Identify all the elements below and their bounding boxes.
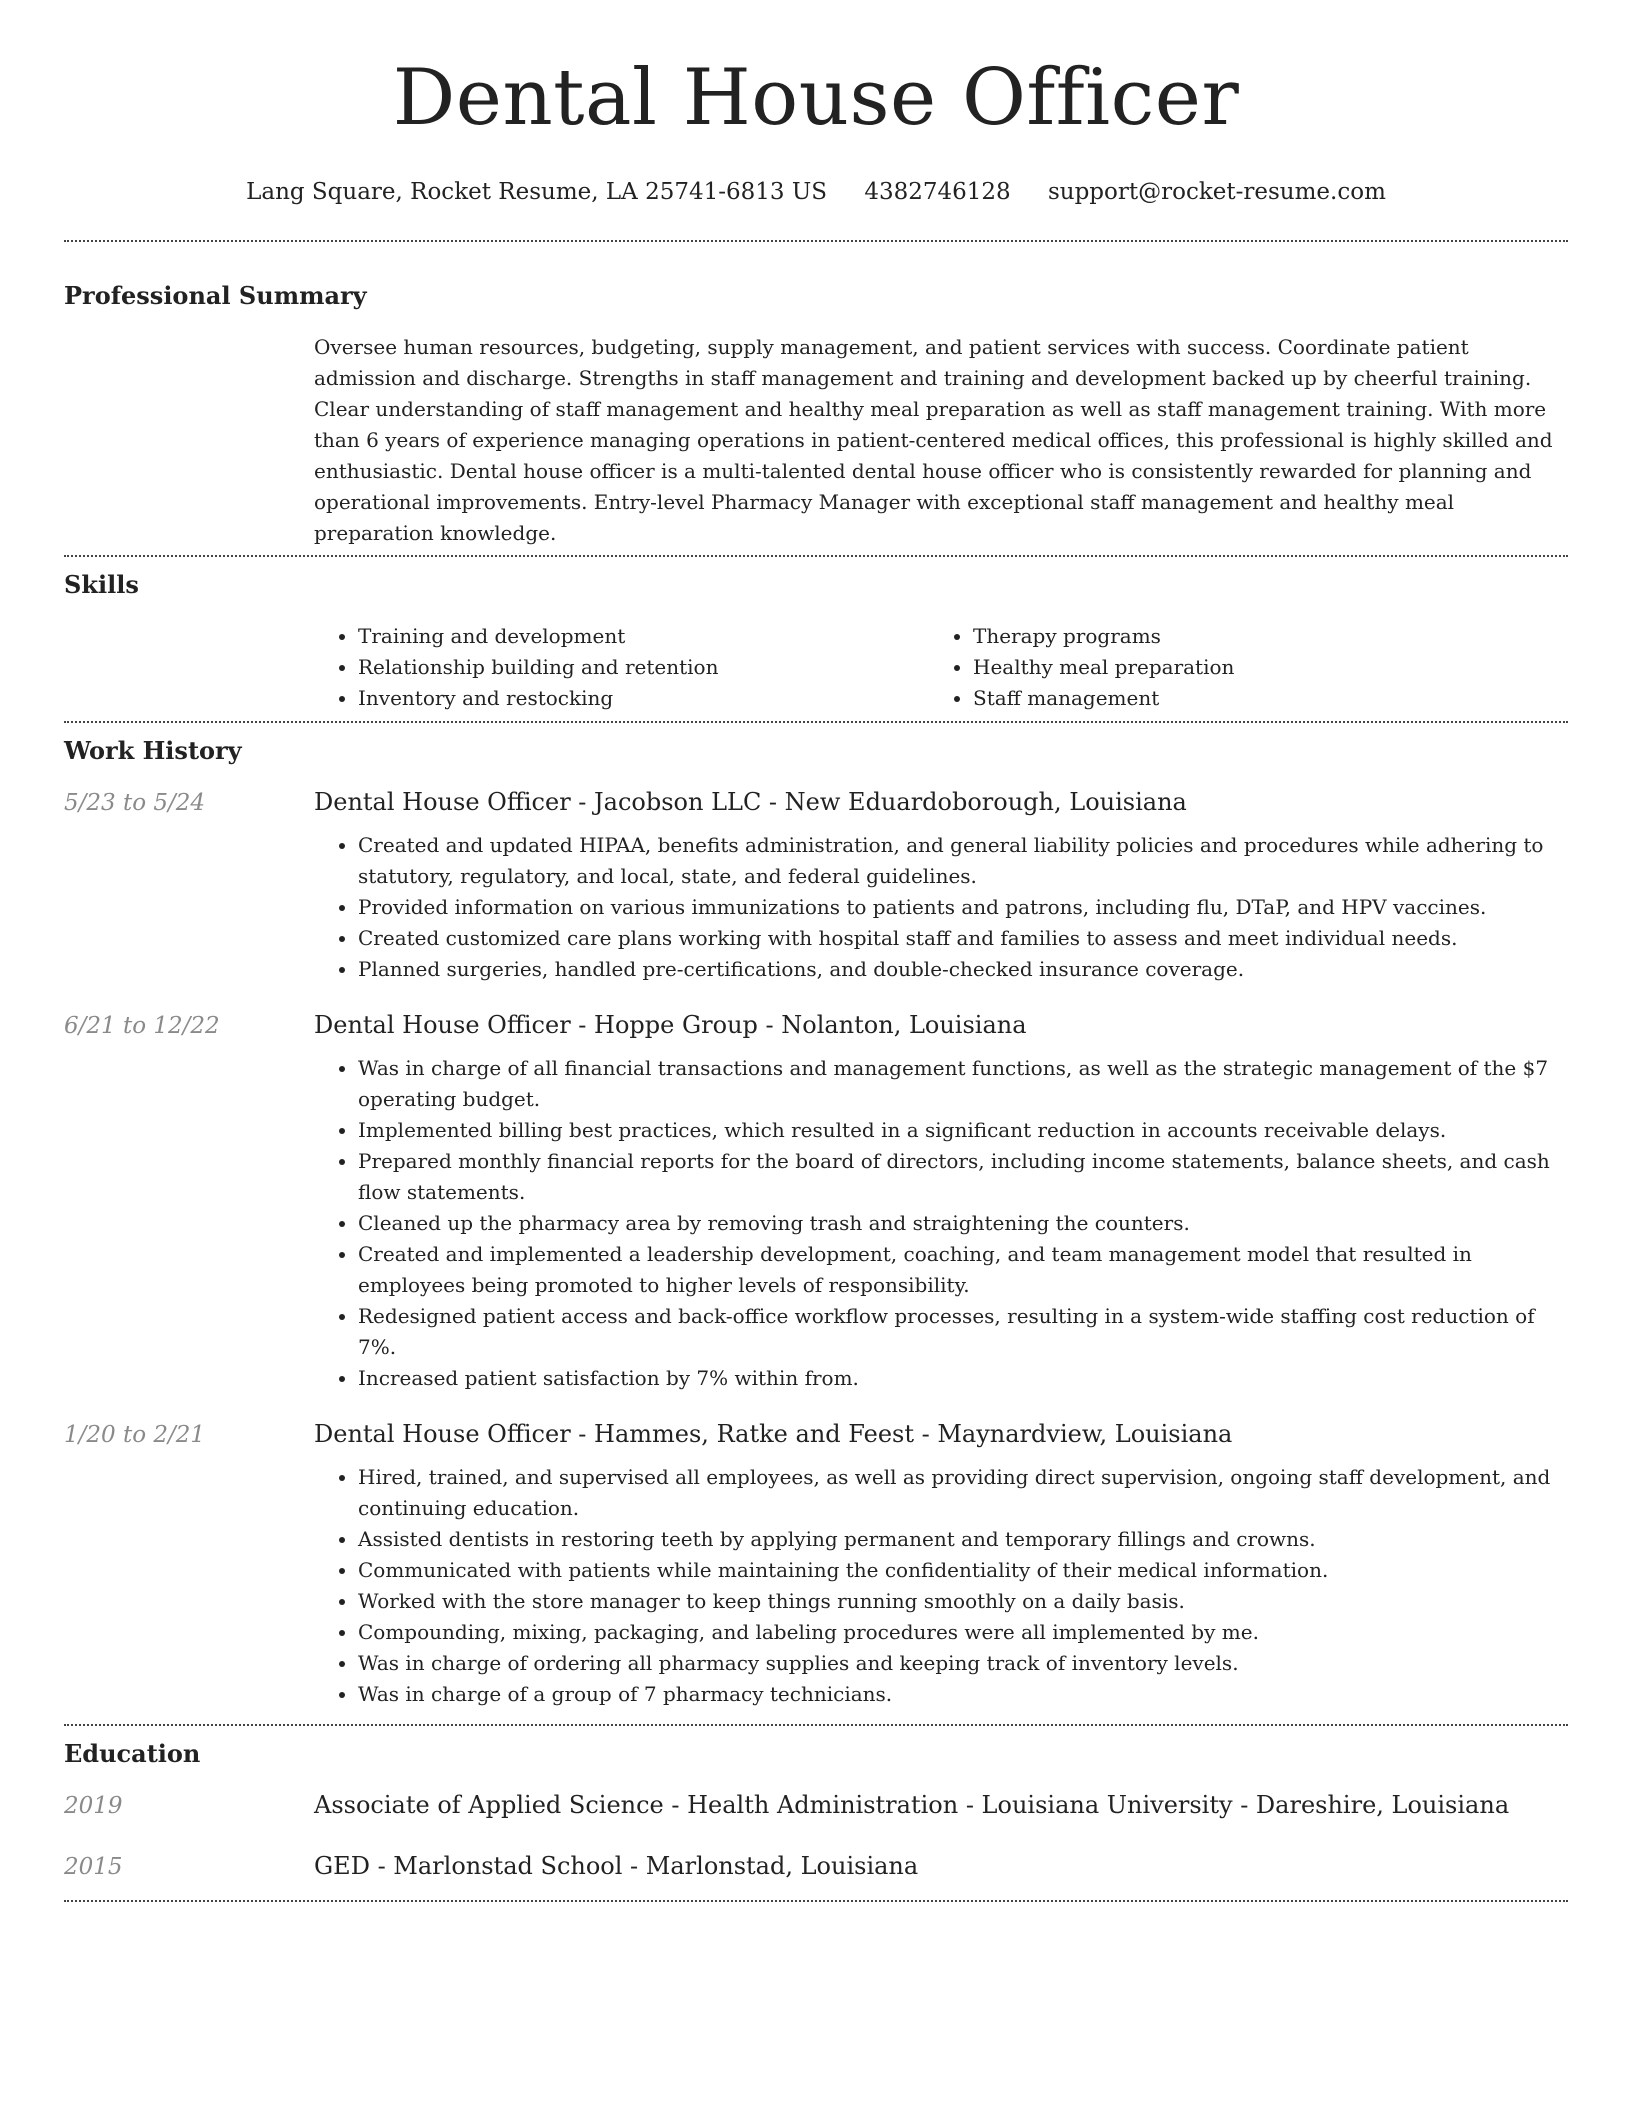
job-title: Dental House Officer - Jacobson LLC - New Eduardoborough, Louisiana — [314, 788, 1187, 816]
job-header — [64, 788, 1568, 816]
skill-item: • Relationship building and retention — [358, 652, 929, 683]
skill-item: • Inventory and restocking — [358, 683, 929, 714]
skills-section — [64, 557, 1568, 714]
skill-item: • Healthy meal preparation — [973, 652, 1544, 683]
job-date: 6/21 to 12/22 — [64, 1013, 220, 1039]
job-bullet: • Worked with the store manager to keep things running smoothly on a daily basis. — [358, 1586, 1568, 1617]
job-bullet: • Compounding, mixing, packaging, and labeling procedures were all implemented by me. — [358, 1617, 1568, 1648]
section-title-summary: Professional Summary — [64, 281, 367, 310]
skills-list-left — [314, 621, 929, 714]
job-entry — [64, 1011, 1568, 1394]
job-bullet: • Was in charge of all financial transactions and management functions, as well as the strategic management of the $7 operating budget. — [358, 1053, 1568, 1115]
section-title-skills: Skills — [64, 570, 139, 599]
resume-page — [64, 0, 1568, 1902]
job-bullet: • Prepared monthly financial reports for the board of directors, including income statements, balance sheets, and cash flow statements. — [358, 1146, 1568, 1208]
contact-email[interactable]: support@rocket-resume.com — [1047, 179, 1386, 205]
skills-grid — [314, 621, 1568, 714]
job-bullet: • Assisted dentists in restoring teeth by applying permanent and temporary fillings and crowns. — [358, 1524, 1568, 1555]
education-text: Associate of Applied Science - Health Administration - Louisiana University - Dareshire, Louisiana — [314, 1791, 1510, 1819]
job-title: Dental House Officer - Hammes, Ratke and Feest - Maynardview, Louisiana — [314, 1420, 1233, 1448]
summary-section — [64, 242, 1568, 549]
job-date: 1/20 to 2/21 — [64, 1422, 206, 1448]
job-bullet: • Planned surgeries, handled pre-certifications, and double-checked insurance coverage. — [358, 954, 1568, 985]
job-bullet: • Created and implemented a leadership development, coaching, and team management model that resulted in employees being promoted to higher levels of responsibility. — [358, 1239, 1568, 1301]
contact-phone: 4382746128 — [864, 179, 1011, 205]
job-bullet: • Created customized care plans working with hospital staff and families to assess and meet individual needs. — [358, 923, 1568, 954]
job-header — [64, 1011, 1568, 1039]
section-title-work: Work History — [64, 736, 242, 765]
job-bullet: • Increased patient satisfaction by 7% within from. — [358, 1363, 1568, 1394]
job-bullets — [314, 1462, 1568, 1710]
job-bullet: • Was in charge of ordering all pharmacy supplies and keeping track of inventory levels. — [358, 1648, 1568, 1679]
education-date: 2015 — [64, 1854, 123, 1880]
job-bullet: • Created and updated HIPAA, benefits administration, and general liability policies and procedures while adhering to statutory, regulatory, and local, state, and federal guidelines. — [358, 830, 1568, 892]
job-title: Dental House Officer - Hoppe Group - Nolanton, Louisiana — [314, 1011, 1027, 1039]
skill-item: • Training and development — [358, 621, 929, 652]
job-entry — [64, 788, 1568, 985]
education-section — [64, 1726, 1568, 1880]
job-bullets — [314, 830, 1568, 985]
job-bullet: • Hired, trained, and supervised all employees, as well as providing direct supervision, ongoing staff development, and continuing education. — [358, 1462, 1568, 1524]
education-entry — [64, 1791, 1568, 1819]
job-bullet: • Provided information on various immunizations to patients and patrons, including flu, DTaP, and HPV vaccines. — [358, 892, 1568, 923]
job-bullet: • Cleaned up the pharmacy area by removing trash and straightening the counters. — [358, 1208, 1568, 1239]
section-title-education: Education — [64, 1739, 201, 1768]
education-date: 2019 — [64, 1793, 123, 1819]
contact-line — [64, 176, 1568, 208]
education-text: GED - Marlonstad School - Marlonstad, Louisiana — [314, 1852, 919, 1880]
job-entry — [64, 1420, 1568, 1710]
education-entry — [64, 1852, 1568, 1880]
job-header — [64, 1420, 1568, 1448]
skill-item: • Therapy programs — [973, 621, 1544, 652]
skill-item: • Staff management — [973, 683, 1544, 714]
job-date: 5/23 to 5/24 — [64, 790, 206, 816]
resume-name: Dental House Officer — [392, 53, 1240, 143]
job-bullet: • Implemented billing best practices, which resulted in a significant reduction in accounts receivable delays. — [358, 1115, 1568, 1146]
contact-address: Lang Square, Rocket Resume, LA 25741-6813 US — [246, 179, 827, 205]
job-bullets — [314, 1053, 1568, 1394]
summary-text: Oversee human resources, budgeting, supply management, and patient services with success. Coordinate patient admission and discharge. Strengths in staff management and training and development backed up by cheerful training. Clear understanding of staff management and healthy meal preparation as well as staff management training. With more than 6 years of experience managing operations in patient-centered medical offices, this professional is highly skilled and enthusiastic. Dental house officer is a multi-talented dental house officer who is consistently rewarded for planning and operational improvements. Entry-level Pharmacy Manager with exceptional staff management and healthy meal preparation knowledge. — [314, 335, 1553, 545]
skills-list-right — [929, 621, 1544, 714]
section-divider — [64, 1900, 1568, 1902]
job-bullet: • Was in charge of a group of 7 pharmacy technicians. — [358, 1679, 1568, 1710]
work-section — [64, 723, 1568, 1710]
job-bullet: • Redesigned patient access and back-office workflow processes, resulting in a system-wide staffing cost reduction of 7%. — [358, 1301, 1568, 1363]
job-bullet: • Communicated with patients while maintaining the confidentiality of their medical information. — [358, 1555, 1568, 1586]
